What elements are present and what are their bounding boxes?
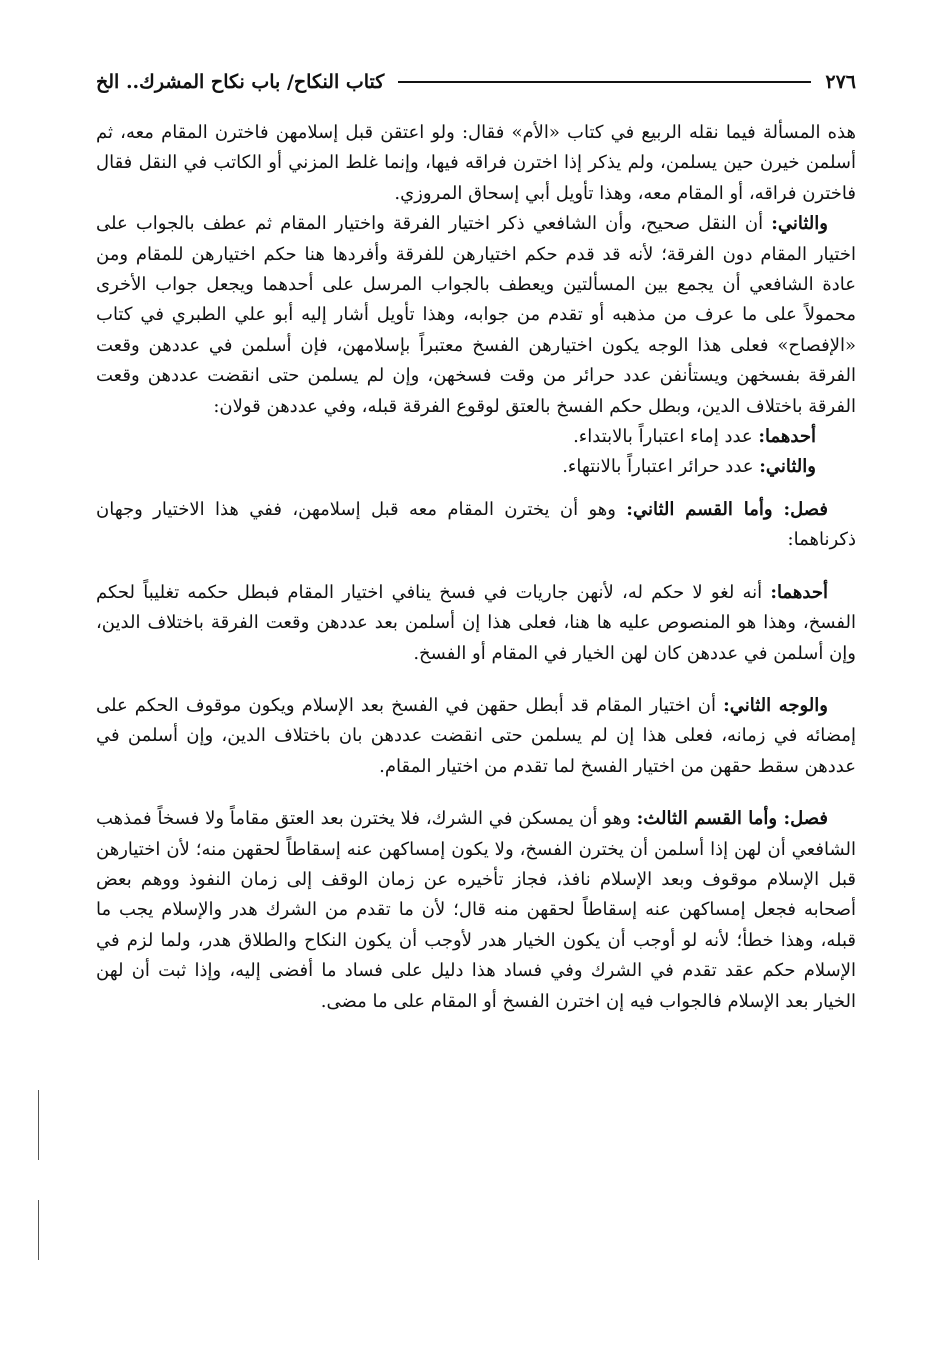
paragraph-lead: والوجه الثاني:	[723, 694, 828, 716]
section-paragraph	[96, 495, 856, 556]
margin-scan-mark	[38, 1200, 39, 1260]
running-header	[96, 60, 856, 104]
header-rule	[398, 81, 811, 83]
paragraph-text: وهو أن يخترن المقام معه قبل إسلامهن، ففي هذا الاختيار وجهان ذكرناهما:	[96, 498, 856, 551]
paragraph-text: هذه المسألة فيما نقله الربيع في كتاب «الأم» فقال: ولو اعتقن قبل إسلامهن فاخترن المقام معه، ثم أسلمن خيرن حين يسلمن، ولم يذكر إذا اخترن فراقه فيها، وإنما غلط المزني أو الكاتب في النقل فقال فاخترن فراقه، أو المقام معه، وهذا تأويل أبي إسحاق المروزي.	[96, 122, 856, 204]
paragraph	[96, 118, 856, 209]
paragraph-lead: والثاني:	[771, 213, 828, 235]
paragraph-text: وهو أن يمسكن في الشرك، فلا يخترن بعد العتق مقاماً ولا فسخاً فمذهب الشافعي أن لهن إذا أسلمن أن يخترن الفسخ، ولا يكون إمساكهن عنه إسقاطاً لحقهن منه؛ لأن اختيارهن قبل الإسلام موقوف وبعد الإسلام نافذ، فجاز تأخيره عن زمان الوقف إلى زمان النفوذ ووهم بعض أصحابه فجعل إمساكهن عنه إسقاطاً لحقهن منه قال؛ لأن ما تقدم من الشرك هدر والإسلام يجب ما قبله، وهذا خطأ؛ لأنه لو أوجب أن يكون الخيار هدر لأوجب أن يكون النكاح والطلاق هدر، ولما لزم في الإسلام حكم عقد تقدم في الشرك وفي فساد هذا دليل على فساد ما أفضى إليه، وإذا ثبت أن لهن الخيار بعد الإسلام فالجواب فيه إن اخترن الفسخ أو المقام على ما مضى.	[96, 808, 856, 1012]
paragraph-text: أن اختيار المقام قد أبطل حقهن في الفسخ بعد الإسلام ويكون موقوف الحكم على إمضائه في زمانه، فعلى هذا إن لم يسلمن حتى انقضت عددهن بان باختلاف الدين، وإن أسلمن في عددهن سقط حقهن من اختيار الفسخ لما تقدم من اختيار المقام.	[96, 694, 856, 777]
section-heading: فصل: وأما القسم الثاني:	[626, 498, 828, 520]
paragraph	[96, 209, 856, 422]
page-number: ٢٧٦	[825, 71, 856, 93]
section-paragraph	[96, 804, 856, 1017]
paragraph-text: أن النقل صحيح، وأن الشافعي ذكر اختيار الفرقة واختيار المقام ثم عطف بالجواب على اختيار المقام دون الفرقة؛ لأنه قد قدم حكم اختيارهن للفرقة وأفردها هنا حكم اختيارهن للمقام ومن عادة الشافعي أن يجمع بين المسألتين ويعطف بالجواب المرسل على أحدهما ويجعل جواب الأخرى محمولاً على ما عرف من مذهبه أو تقدم من جوابه، وهذا تأويل أشار إليه أبو علي الطبري في كتاب «الإفصاح» فعلى هذا الوجه يكون اختيارهن الفسخ معتبراً بإسلامهن، فإن أسلمن في عددهن وقعت الفرقة بفسخهن ويستأنفن عدد حرائر من وقت فسخهن، وإن لم يسلمن حتى انقضت عددهن وقعت الفرقة باختلاف الدين، وبطل حكم الفسخ بالعتق لوقوع الفرقة قبله، وفي عددهن قولان:	[96, 213, 856, 417]
spacer	[96, 782, 856, 804]
paragraph	[96, 691, 856, 782]
paragraph	[96, 422, 856, 452]
section-heading: فصل: وأما القسم الثالث:	[636, 808, 828, 830]
spacer	[96, 669, 856, 691]
paragraph-lead: أحدهما:	[770, 581, 828, 603]
body-text	[96, 118, 856, 1017]
paragraph-text: عدد حرائر اعتباراً بالانتهاء.	[562, 456, 760, 478]
paragraph-lead: أحدهما:	[758, 426, 816, 448]
paragraph-text: عدد إماء اعتباراً بالابتداء.	[573, 426, 759, 448]
paragraph-text: أنه لغو لا حكم له، لأنهن جاريات في فسخ ينافي اختيار المقام فبطل حكمه تغليباً لحكم الفسخ، وهذا هو المنصوص عليه ها هنا، فعلى هذا إن أسلمن بعد عددهن وقعت الفرقة باختلاف الدين، وإن أسلمن في عددهن كان لهن الخيار في المقام أو الفسخ.	[96, 581, 856, 664]
paragraph	[96, 452, 856, 482]
paragraph-lead: والثاني:	[759, 456, 816, 478]
book-page	[96, 60, 856, 1350]
spacer	[96, 483, 856, 495]
paragraph	[96, 578, 856, 669]
running-title: كتاب النكاح/ باب نكاح المشرك.. الخ	[96, 71, 385, 93]
margin-scan-mark	[38, 1090, 39, 1160]
spacer	[96, 556, 856, 578]
